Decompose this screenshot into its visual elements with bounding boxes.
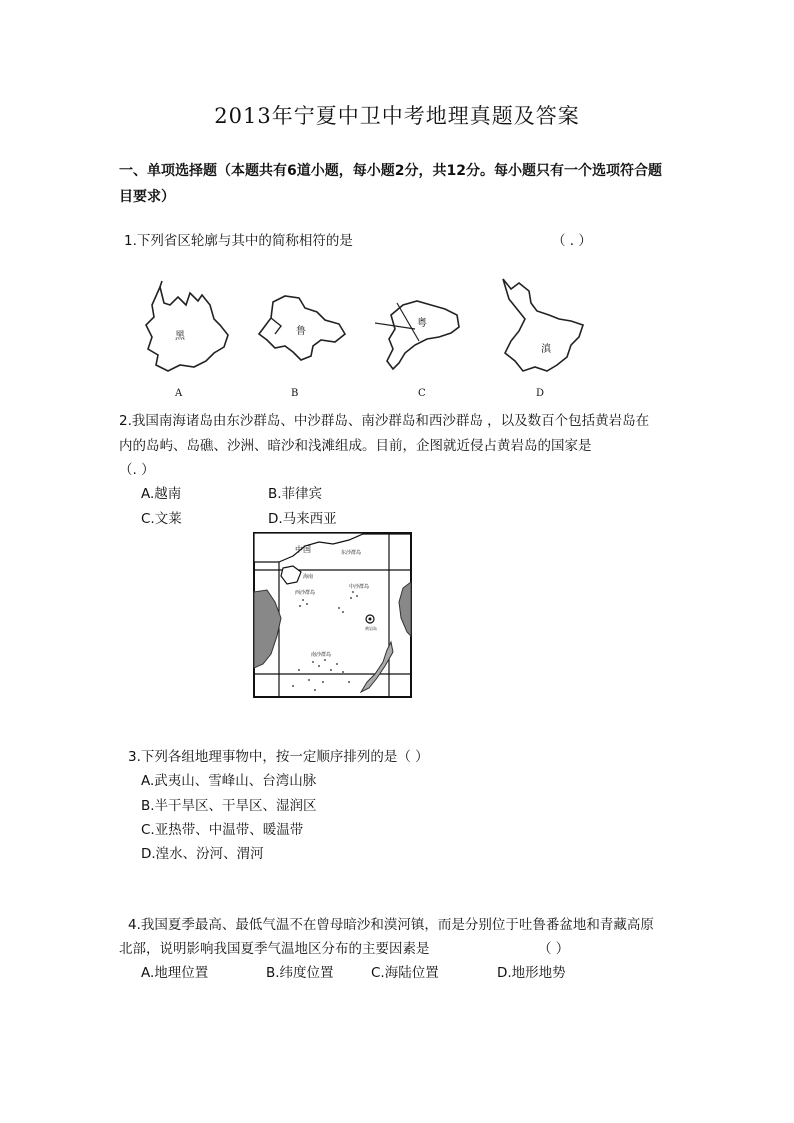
map-a-label: A — [175, 388, 183, 399]
map-b-char: 鲁 — [296, 326, 306, 337]
q2-option-c: C.文莱 — [141, 511, 182, 527]
q3-option-d: D.湟水、汾河、渭河 — [141, 846, 264, 862]
map-label-huangyan: 黄岩岛 — [365, 626, 377, 631]
q2-option-a: A.越南 — [141, 486, 182, 502]
map-label-china: 中国 — [295, 545, 311, 554]
q3-option-a: A.武夷山、雪峰山、台湾山脉 — [141, 773, 317, 789]
map-d-outline — [495, 275, 590, 380]
map-c-label: C — [418, 388, 426, 399]
q3-stem: 3.下列各组地理事物中，按一定顺序排列的是（ ） — [128, 749, 429, 765]
q2-option-b: B.菲律宾 — [268, 486, 323, 502]
map-d-char: 滇 — [541, 344, 551, 355]
q4-option-d: D.地形地势 — [497, 965, 566, 981]
map-a-char: 黑 — [175, 331, 185, 342]
q2-option-d: D.马来西亚 — [268, 511, 337, 527]
q2-answer-bracket: （. ） — [119, 462, 155, 478]
q4-option-a: A.地理位置 — [141, 965, 209, 981]
q4-option-c: C.海陆位置 — [371, 965, 439, 981]
map-label-nansha: 南沙群岛 — [311, 652, 332, 658]
q4-option-b: B.纬度位置 — [266, 965, 334, 981]
q3-option-c: C.亚热带、中温带、暖温带 — [141, 822, 304, 838]
map-label-zhongsha: 中沙群岛 — [349, 584, 370, 590]
map-c-char: 粤 — [417, 318, 427, 329]
south-china-sea-map — [253, 532, 413, 699]
q3-option-b: B.半干旱区、干旱区、湿润区 — [141, 798, 317, 814]
q1-answer-bracket: （ . ） — [552, 233, 592, 249]
q2-stem-line1: 2.我国南海诸岛由东沙群岛、中沙群岛、南沙群岛和西沙群岛 ，以及数百个包括黄岩岛在 — [119, 413, 650, 429]
map-c-outline — [375, 295, 470, 375]
map-b-label: B — [291, 388, 299, 399]
map-label-dongsha: 东沙群岛 — [341, 550, 362, 556]
section-heading-line1: 一、单项选择题（本题共有6道小题，每小题2分，共12分。每小题只有一个选项符合题 — [119, 163, 662, 179]
q4-stem-line2: 北部，说明影响我国夏季气温地区分布的主要因素是 — [119, 941, 430, 957]
q4-stem-line1: 4.我国夏季最高、最低气温不在曾母暗沙和漠河镇，而是分别位于吐鲁番盆地和青藏高原 — [128, 917, 654, 933]
section-heading-line2: 目要求） — [119, 189, 175, 205]
q2-stem-line2: 内的岛屿、岛礁、沙洲、暗沙和浅滩组成。目前，企图就近侵占黄岩岛的国家是 — [119, 438, 592, 454]
map-label-xisha: 西沙群岛 — [295, 590, 316, 596]
q4-answer-bracket: （ ） — [538, 941, 570, 957]
q1-stem: 1.下列省区轮廓与其中的简称相符的是 — [124, 233, 353, 249]
map-label-hainan: 海南 — [303, 574, 314, 580]
map-a-outline — [140, 275, 230, 375]
map-d-label: D — [536, 388, 545, 399]
page-title: 2013年宁夏中卫中考地理真题及答案 — [214, 104, 580, 128]
